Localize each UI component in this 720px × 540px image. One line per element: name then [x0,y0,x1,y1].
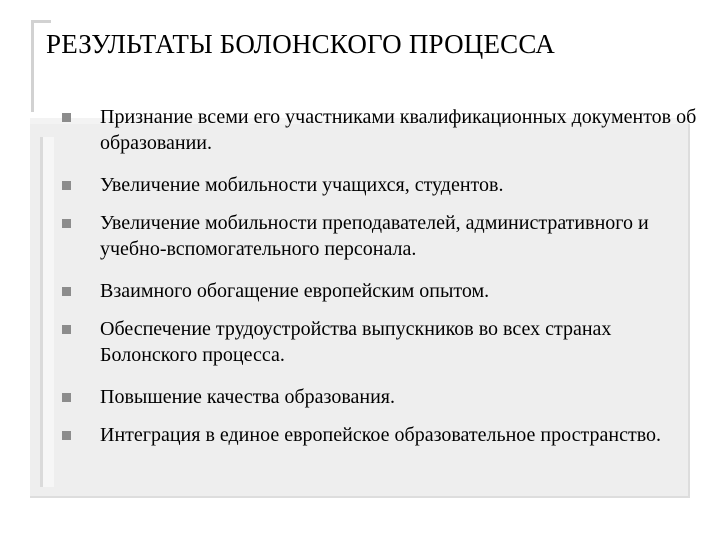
bullet-text: Повышение качества образования. [100,386,395,408]
bullet-item [62,172,712,198]
square-bullet-icon [62,113,71,122]
bullet-item [62,316,712,368]
bullet-item [62,104,712,156]
square-bullet-icon [62,219,71,228]
bullet-text: Признание всеми его участниками квалификационных документов об образовании. [100,106,697,154]
slide-title: РЕЗУЛЬТАТЫ БОЛОНСКОГО ПРОЦЕССА [46,29,555,59]
bullet-item [62,384,712,410]
square-bullet-icon [62,393,71,402]
bullet-text: Интеграция в единое европейское образовательное пространство. [100,424,661,446]
square-bullet-icon [62,287,71,296]
bullet-text: Обеспечение трудоустройства выпускников во всех странах Болонского процесса. [100,318,612,366]
square-bullet-icon [62,431,71,440]
content-left-bar [40,137,54,487]
square-bullet-icon [62,325,71,334]
square-bullet-icon [62,181,71,190]
bullet-item [62,422,712,474]
bullet-text: Взаимного обогащение европейским опытом. [100,280,490,302]
bullet-item [62,278,712,304]
bullet-text: Увеличение мобильности преподавателей, административного и учебно-вспомогательного персонала. [100,212,649,260]
bullet-item [62,210,712,262]
bullet-text: Увеличение мобильности учащихся, студентов. [100,174,504,196]
